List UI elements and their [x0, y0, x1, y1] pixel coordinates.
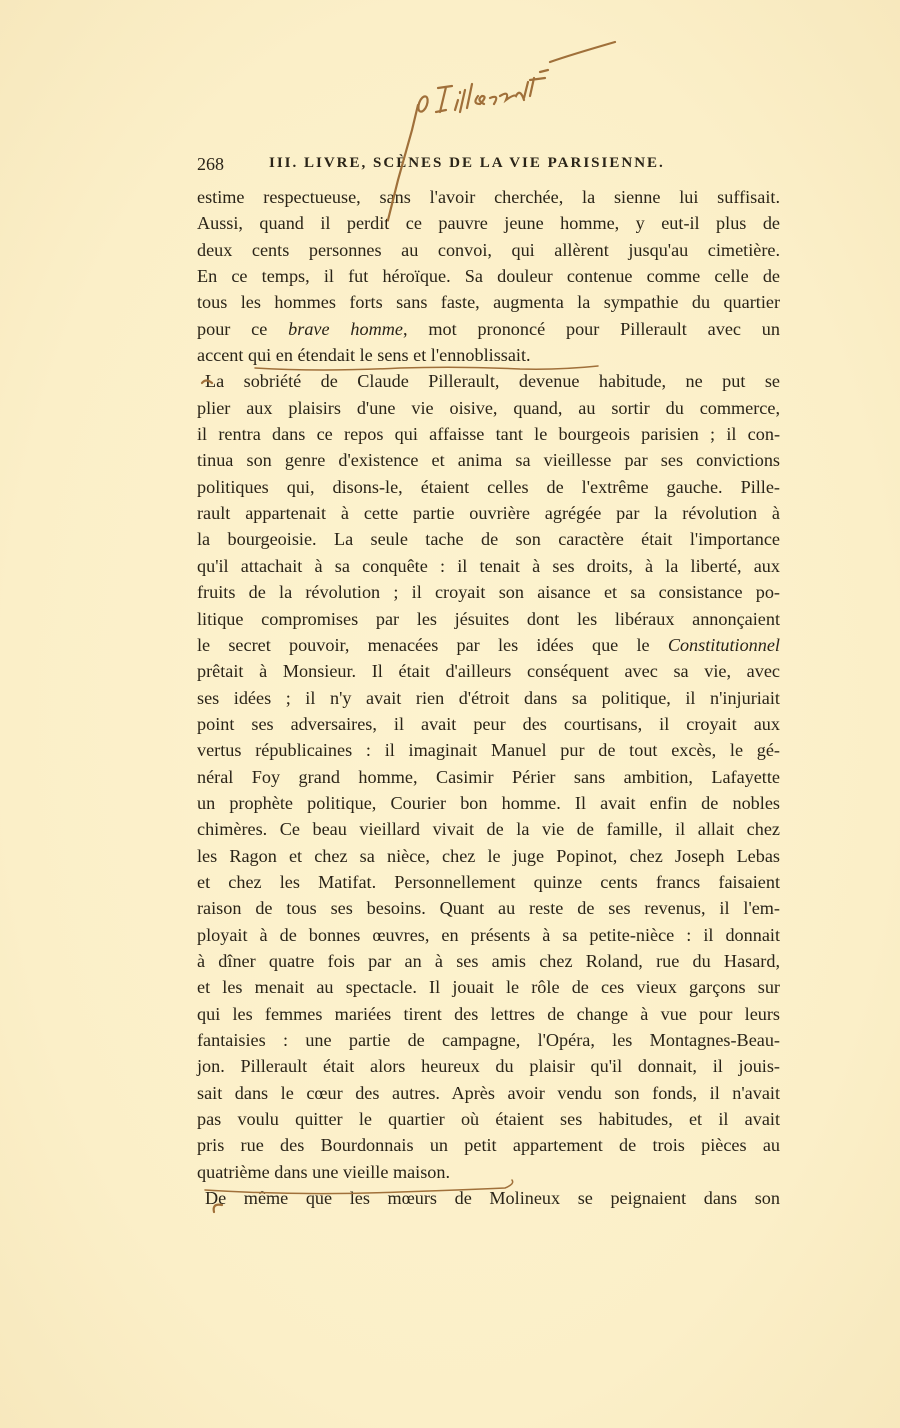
italic-text: Constitutionnel [667, 634, 780, 655]
text-line: la bourgeoisie. La seule tache de son caractère était l'importance [197, 529, 780, 550]
text-line: les Ragon et chez sa nièce, chez le juge Popinot, chez Joseph Lebas [197, 845, 780, 866]
text-line: prêtait à Monsieur. Il était d'ailleurs conséquent avec sa vie, avec [197, 661, 780, 682]
text-line: tinua son genre d'existence et anima sa vieillesse par ses convictions [197, 450, 780, 471]
text-line: et les menait au spectacle. Il jouait le rôle de ces vieux garçons sur [197, 977, 780, 998]
text-line: pas voulu quitter le quartier où étaient ses habitudes, et il avait [197, 1109, 780, 1130]
text-line: à dîner quatre fois par an à ses amis chez Roland, rue du Hasard, [197, 950, 780, 971]
text-line: jon. Pillerault était alors heureux du plaisir qu'il donnait, il jouis- [197, 1056, 780, 1077]
annotation-letter-o [417, 95, 430, 113]
text-line: ployait à de bonnes œuvres, en présents à sa petite-nièce : il donnait [197, 924, 780, 945]
text-line: un prophète politique, Courier bon homme. Il avait enfin de nobles [197, 792, 780, 813]
text-line: deux cents personnes au convoi, qui allèrent jusqu'au cimetière. [197, 239, 780, 260]
text-line: vertus républicaines : il imaginait Manuel pur de tout excès, le gé- [197, 740, 780, 761]
text-line: En ce temps, il fut héroïque. Sa douleur contenue comme celle de [197, 266, 780, 287]
text-line: qu'il attachait à sa conquête : il tenait à ses droits, à la liberté, aux [197, 555, 780, 576]
text-line: néral Foy grand homme, Casimir Périer sans ambition, Lafayette [197, 766, 780, 787]
running-title: III. LIVRE, SCÈNES DE LA VIE PARISIENNE. [269, 155, 665, 171]
page-number: 268 [197, 154, 224, 174]
text-line: qui les femmes mariées tirent des lettres de change à vue pour leurs [197, 1003, 780, 1024]
text-span: pour ce [197, 318, 289, 339]
text-line: politiques qui, disons-le, étaient celles de l'extrême gauche. Pille- [197, 476, 780, 497]
body-text [197, 184, 780, 1211]
text-line: accent qui en étendait le sens et l'ennoblissait. [197, 345, 531, 366]
text-line: La sobriété de Claude Pillerault, devenue habitude, ne put se [205, 371, 780, 392]
text-line: quatrième dans une vieille maison. [197, 1161, 451, 1182]
text-line: raison de tous ses besoins. Quant au reste de ses revenus, il l'em- [197, 898, 780, 919]
page-header [197, 154, 780, 178]
text-line: estime respectueuse, sans l'avoir cherchée, la sienne lui suffisait. [197, 187, 780, 207]
text-line: litique compromises par les jésuites dont les libéraux annonçaient [197, 608, 780, 629]
italic-text: brave homme [288, 318, 403, 339]
annotation-letter-p [436, 86, 452, 112]
text-line: plier aux plaisirs d'une vie oisive, quand, au sortir du commerce, [197, 397, 780, 418]
text-line: De même que les mœurs de Molineux se peignaient dans son [205, 1188, 780, 1209]
text-line: tous les hommes forts sans faste, augmenta la sympathie du quartier [197, 292, 780, 313]
text-span: le secret pouvoir, menacées par les idées que le [197, 634, 668, 655]
text-line [197, 632, 780, 658]
annotation-word-pillerault [460, 42, 615, 112]
text-line: ses idées ; il n'y avait rien d'étroit dans sa politique, il n'injuriait [197, 687, 780, 708]
text-line: fantaisies : une partie de campagne, l'Opéra, les Montagnes-Beau- [197, 1030, 780, 1050]
text-line: fruits de la révolution ; il croyait son aisance et sa consistance po- [197, 582, 780, 603]
text-line [197, 316, 780, 342]
text-line: point ses adversaires, il avait peur des courtisans, il croyait aux [197, 713, 780, 734]
text-span: , mot prononcé pour Pillerault avec un [402, 318, 780, 339]
text-line: chimères. Ce beau vieillard vivait de la vie de famille, il allait chez [197, 819, 780, 840]
text-line: sait dans le cœur des autres. Après avoir vendu son fonds, il n'avait [197, 1082, 780, 1103]
text-line: il rentra dans ce repos qui affaisse tant le bourgeois parisien ; il con- [197, 424, 780, 445]
text-line: Aussi, quand il perdit ce pauvre jeune homme, y eut-il plus de [197, 213, 780, 234]
text-line: rault appartenait à cette partie ouvrière agrégée par la révolution à [197, 503, 780, 524]
text-line: pris rue des Bourdonnais un petit appartement de trois pièces au [197, 1135, 780, 1156]
text-line: et chez les Matifat. Personnellement quinze cents francs faisaient [197, 871, 780, 892]
